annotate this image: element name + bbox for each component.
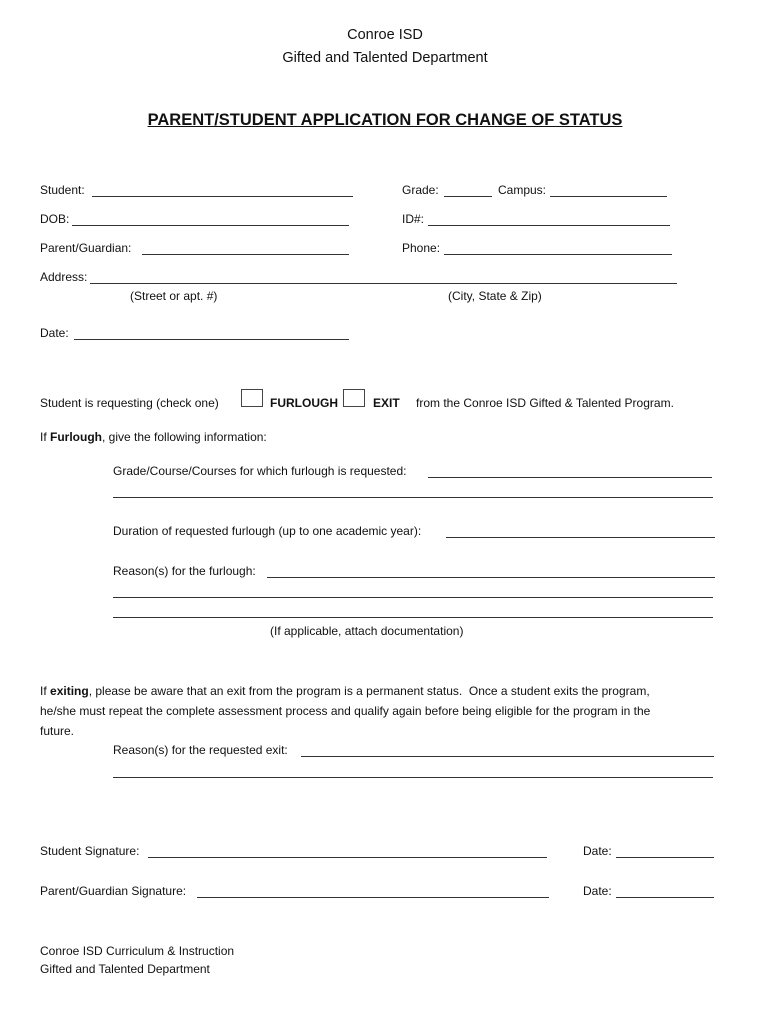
furlough-checkbox[interactable] <box>241 389 263 407</box>
parent-signature-date-label: Date: <box>583 884 612 898</box>
department-name: Gifted and Talented Department <box>282 50 488 66</box>
phone-field[interactable] <box>444 254 672 255</box>
attach-note: (If applicable, attach documentation) <box>270 624 464 638</box>
exit-notice-line-3: future. <box>40 724 75 738</box>
furlough-reasons-field[interactable] <box>267 577 715 578</box>
exit-option-label: EXIT <box>373 396 400 410</box>
campus-field[interactable] <box>550 196 667 197</box>
exit-reasons-field[interactable] <box>301 756 714 757</box>
parent-signature-date-field[interactable] <box>616 897 714 898</box>
furlough-option-label: FURLOUGH <box>270 396 338 410</box>
address-field[interactable] <box>90 283 677 284</box>
student-signature-label: Student Signature: <box>40 844 140 858</box>
grade-field[interactable] <box>444 196 492 197</box>
exit-reasons-label: Reason(s) for the requested exit: <box>113 743 288 757</box>
campus-label: Campus: <box>498 183 547 197</box>
student-label: Student: <box>40 183 85 197</box>
dob-label: DOB: <box>40 212 70 226</box>
furlough-duration-field[interactable] <box>446 537 715 538</box>
id-field[interactable] <box>428 225 670 226</box>
parent-label: Parent/Guardian: <box>40 241 132 255</box>
furlough-reasons-field-3[interactable] <box>113 617 713 618</box>
furlough-reasons-label: Reason(s) for the furlough: <box>113 564 256 578</box>
city-caption: (City, State & Zip) <box>448 289 542 303</box>
furlough-courses-label: Grade/Course/Courses for which furlough is requested: <box>113 464 407 478</box>
page-title: PARENT/STUDENT APPLICATION FOR CHANGE OF STATUS <box>147 111 623 129</box>
student-signature-date-label: Date: <box>583 844 612 858</box>
furlough-courses-field[interactable] <box>428 477 712 478</box>
student-field[interactable] <box>92 196 353 197</box>
student-signature-date-field[interactable] <box>616 857 714 858</box>
exit-notice-line-2: he/she must repeat the complete assessment process and qualify again before being eligible for the program in the <box>40 704 651 718</box>
request-prefix: Student is requesting (check one) <box>40 396 219 410</box>
student-signature-field[interactable] <box>148 857 547 858</box>
date-field[interactable] <box>74 339 349 340</box>
address-label: Address: <box>40 270 88 284</box>
footer-line-1: Conroe ISD Curriculum & Instruction <box>40 944 235 958</box>
footer-line-2: Gifted and Talented Department <box>40 962 210 976</box>
exit-reasons-field-2[interactable] <box>113 777 713 778</box>
furlough-intro: If Furlough, give the following information: <box>40 430 267 444</box>
request-suffix: from the Conroe ISD Gifted & Talented Program. <box>416 396 674 410</box>
date-label: Date: <box>40 326 69 340</box>
phone-label: Phone: <box>402 241 441 255</box>
furlough-duration-label: Duration of requested furlough (up to one academic year): <box>113 524 422 538</box>
exit-checkbox[interactable] <box>343 389 365 407</box>
parent-signature-label: Parent/Guardian Signature: <box>40 884 187 898</box>
id-label: ID#: <box>402 212 425 226</box>
district-name: Conroe ISD <box>347 27 423 43</box>
parent-signature-field[interactable] <box>197 897 549 898</box>
exit-notice-line-1: If exiting, please be aware that an exit from the program is a permanent status. Once a student exits the program, <box>40 684 650 698</box>
grade-label: Grade: <box>402 183 439 197</box>
parent-field[interactable] <box>142 254 349 255</box>
dob-field[interactable] <box>72 225 349 226</box>
furlough-courses-field-2[interactable] <box>113 497 713 498</box>
furlough-reasons-field-2[interactable] <box>113 597 713 598</box>
street-caption: (Street or apt. #) <box>130 289 218 303</box>
